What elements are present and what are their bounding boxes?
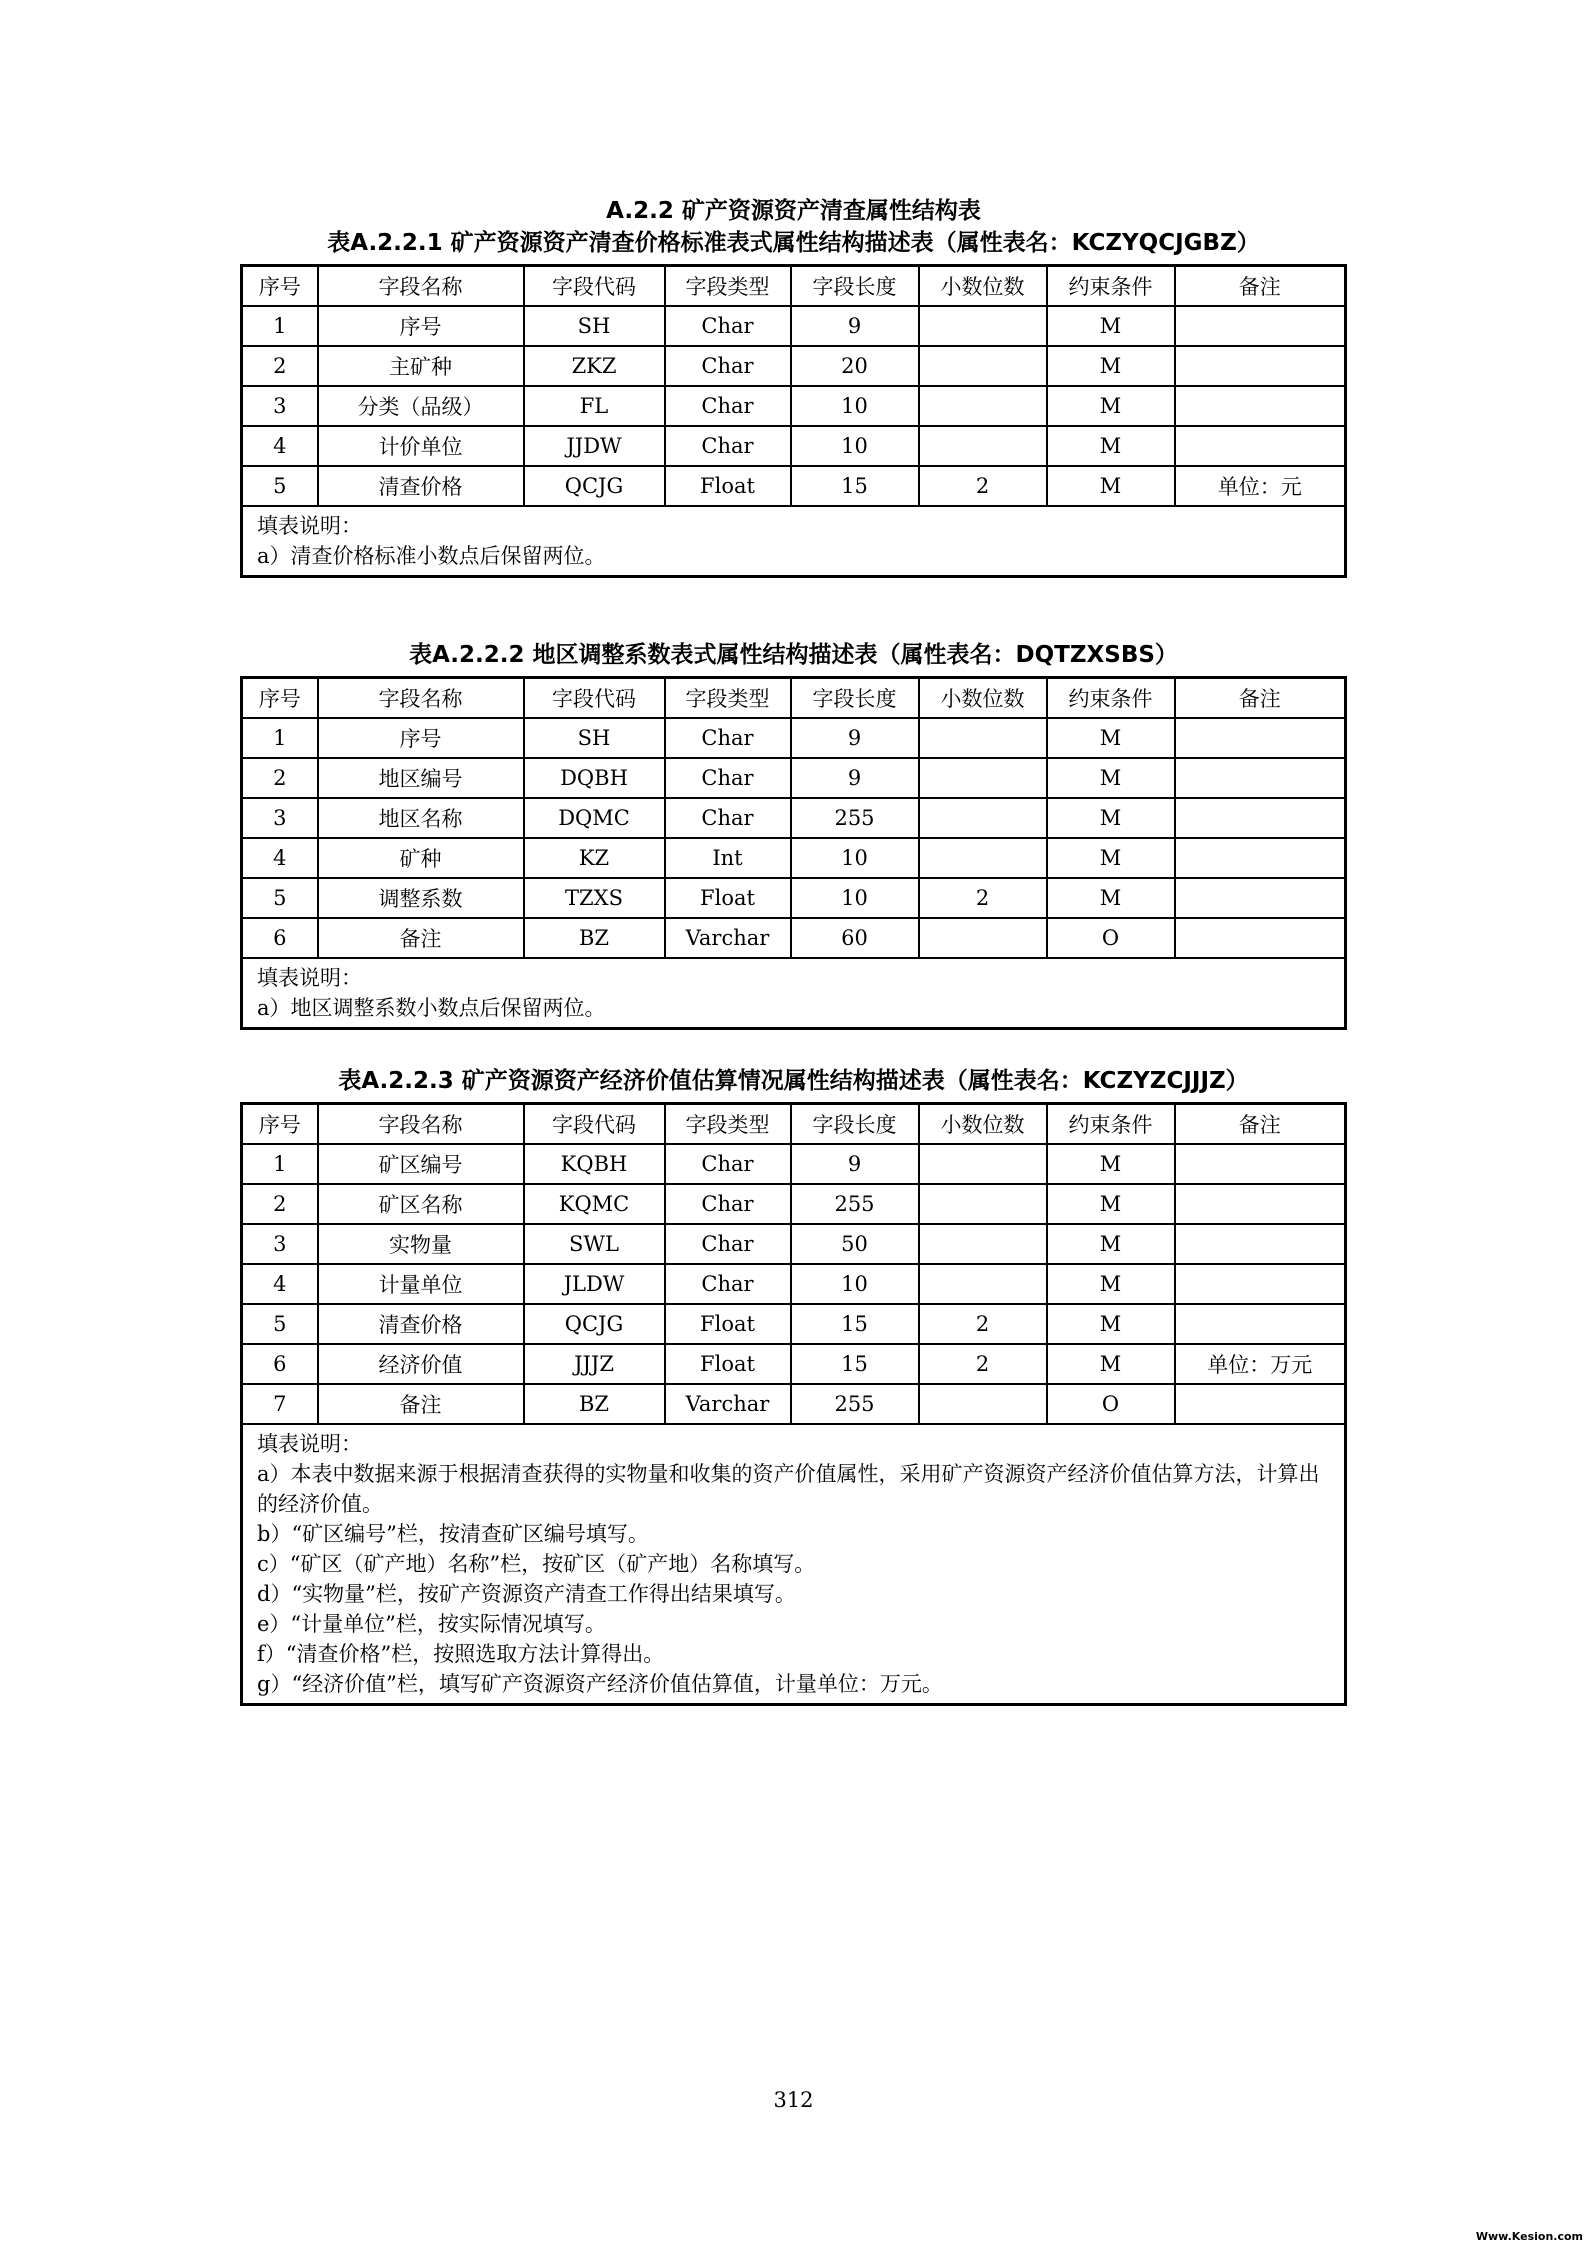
table-cell: Char [665,426,791,466]
note-line: b）“矿区编号”栏，按清查矿区编号填写。 [257,1522,649,1546]
table-cell: 9 [791,306,919,346]
table-cell: M [1047,426,1175,466]
table-cell: 1 [242,306,318,346]
header-cell: 备注 [1175,678,1346,719]
note-line: g）“经济价值”栏，填写矿产资源资产经济价值估算值，计量单位：万元。 [257,1672,943,1696]
table-cell: Float [665,1304,791,1344]
table-cell: Char [665,1144,791,1184]
section-title: A.2.2 矿产资源资产清查属性结构表 [606,198,981,224]
table-cell: ZKZ [524,346,665,386]
table-cell: 2 [919,878,1047,918]
attribute-table [240,676,1347,1030]
table-cell: 备注 [318,918,524,958]
table-cell [919,798,1047,838]
table-cell: Char [665,1224,791,1264]
header-row [242,678,1346,719]
table-cell [919,1384,1047,1424]
table-cell: 3 [242,798,318,838]
table-cell: Char [665,306,791,346]
table-cell: DQBH [524,758,665,798]
notes-row [242,958,1346,1029]
header-row [242,1104,1346,1145]
table-cell: M [1047,1184,1175,1224]
header-cell: 字段名称 [318,266,524,307]
table-cell: 调整系数 [318,878,524,918]
table-cell: O [1047,1384,1175,1424]
table-caption: 表A.2.2.2 地区调整系数表式属性结构描述表（属性表名：DQTZXSBS） [409,642,1178,668]
table-row [242,1144,1346,1184]
notes-row [242,1424,1346,1705]
table-row [242,1184,1346,1224]
table-row [242,878,1346,918]
note-line: 填表说明： [257,1432,362,1456]
table-cell: 地区名称 [318,798,524,838]
table-cell: 矿区名称 [318,1184,524,1224]
table-cell: DQMC [524,798,665,838]
table-cell: O [1047,918,1175,958]
table-cell: 255 [791,1184,919,1224]
table-cell: Varchar [665,1384,791,1424]
header-cell: 字段名称 [318,1104,524,1145]
table-cell: FL [524,386,665,426]
table-cell: M [1047,878,1175,918]
table-cell: M [1047,838,1175,878]
table-cell: 15 [791,1304,919,1344]
header-cell: 字段名称 [318,678,524,719]
table-cell: 10 [791,1264,919,1304]
table-cell: 4 [242,838,318,878]
table-row [242,426,1346,466]
header-cell: 小数位数 [919,266,1047,307]
table-cell [1175,1184,1346,1224]
table-caption: 表A.2.2.1 矿产资源资产清查价格标准表式属性结构描述表（属性表名：KCZYQCJGBZ） [327,230,1260,256]
table-cell: M [1047,306,1175,346]
table-cell: M [1047,466,1175,506]
table-cell: 255 [791,798,919,838]
table-cell: 2 [919,1344,1047,1384]
table-row [242,386,1346,426]
table-row [242,466,1346,506]
table-cell: 备注 [318,1384,524,1424]
table-cell: 6 [242,1344,318,1384]
table-cell: 分类（品级） [318,386,524,426]
table-cell: QCJG [524,466,665,506]
header-cell: 字段长度 [791,266,919,307]
header-cell: 备注 [1175,266,1346,307]
table-cell: 50 [791,1224,919,1264]
table-cell: TZXS [524,878,665,918]
table-cell: Float [665,878,791,918]
header-cell: 备注 [1175,1104,1346,1145]
table-cell [919,838,1047,878]
header-cell: 字段长度 [791,678,919,719]
table-cell: 5 [242,466,318,506]
table-cell: Int [665,838,791,878]
table-cell: QCJG [524,1304,665,1344]
header-cell: 字段类型 [665,678,791,719]
table-cell [1175,1224,1346,1264]
table-row [242,758,1346,798]
table-cell: Float [665,466,791,506]
table-cell: KZ [524,838,665,878]
table-cell: M [1047,758,1175,798]
table-cell [919,718,1047,758]
table-cell: 10 [791,386,919,426]
header-cell: 字段代码 [524,266,665,307]
table-cell: 计价单位 [318,426,524,466]
table-cell: 清查价格 [318,466,524,506]
attribute-table [240,264,1347,578]
header-cell: 小数位数 [919,678,1047,719]
table-cell: 单位：万元 [1175,1344,1346,1384]
table-cell: 5 [242,878,318,918]
header-cell: 字段代码 [524,678,665,719]
table-cell: SH [524,306,665,346]
table-cell: M [1047,1224,1175,1264]
table-cell: Char [665,386,791,426]
table-cell: 主矿种 [318,346,524,386]
table-cell: 10 [791,838,919,878]
notes-row [242,506,1346,577]
table-cell: M [1047,1264,1175,1304]
note-line: 填表说明： [257,966,362,990]
table-cell: JJDW [524,426,665,466]
table-cell: M [1047,346,1175,386]
table-row [242,346,1346,386]
table-cell: 矿区编号 [318,1144,524,1184]
header-cell: 约束条件 [1047,266,1175,307]
note-line: a）地区调整系数小数点后保留两位。 [257,996,606,1020]
table-cell: JJJZ [524,1344,665,1384]
table-cell [919,1184,1047,1224]
table-cell: SWL [524,1224,665,1264]
table-cell: 清查价格 [318,1304,524,1344]
table-cell: Char [665,758,791,798]
table-cell: 255 [791,1384,919,1424]
table-cell: Char [665,346,791,386]
table-row [242,1224,1346,1264]
note-line: e）“计量单位”栏，按实际情况填写。 [257,1612,606,1636]
table-row [242,1344,1346,1384]
table-cell: BZ [524,1384,665,1424]
table-row [242,918,1346,958]
table-cell: 2 [919,1304,1047,1344]
table-row [242,306,1346,346]
header-cell: 字段类型 [665,266,791,307]
table-cell [919,758,1047,798]
table-cell [1175,1384,1346,1424]
table-cell [919,1224,1047,1264]
table-cell: 1 [242,718,318,758]
header-cell: 序号 [242,678,318,719]
table-cell: 9 [791,1144,919,1184]
table-caption: 表A.2.2.3 矿产资源资产经济价值估算情况属性结构描述表（属性表名：KCZYZCJJJZ） [338,1068,1249,1094]
header-cell: 字段类型 [665,1104,791,1145]
table-cell: 5 [242,1304,318,1344]
table-row [242,798,1346,838]
table-cell [1175,798,1346,838]
fill-instructions [242,1424,1346,1705]
table-row [242,1264,1346,1304]
table-cell [1175,1264,1346,1304]
table-cell [919,426,1047,466]
table-cell [1175,718,1346,758]
note-line: a）本表中数据来源于根据清查获得的实物量和收集的资产价值属性，采用矿产资源资产经济价值估算方法，计算出的经济价值。 [257,1462,1320,1516]
table-cell [1175,306,1346,346]
table-cell [919,1264,1047,1304]
table-cell: 20 [791,346,919,386]
table-cell: M [1047,798,1175,838]
table-row [242,1304,1346,1344]
table-cell: 3 [242,1224,318,1264]
table-cell: M [1047,718,1175,758]
table-cell: M [1047,1344,1175,1384]
table-cell: Varchar [665,918,791,958]
table-cell: 地区编号 [318,758,524,798]
table-cell: JLDW [524,1264,665,1304]
header-cell: 约束条件 [1047,678,1175,719]
table-cell: 7 [242,1384,318,1424]
table-cell: M [1047,1304,1175,1344]
table-cell [919,386,1047,426]
table-cell: Char [665,798,791,838]
table-cell: Char [665,1184,791,1224]
table-cell: 2 [242,346,318,386]
table-cell [1175,878,1346,918]
table-cell: KQBH [524,1144,665,1184]
note-line: 填表说明： [257,514,362,538]
table-cell [1175,838,1346,878]
header-cell: 约束条件 [1047,1104,1175,1145]
table-cell: 序号 [318,306,524,346]
table-cell [1175,758,1346,798]
table-cell [919,346,1047,386]
table-cell: 10 [791,426,919,466]
table-cell: Char [665,718,791,758]
table-cell: M [1047,1144,1175,1184]
table-cell: 经济价值 [318,1344,524,1384]
table-cell [1175,426,1346,466]
table-cell [1175,1144,1346,1184]
header-row [242,266,1346,307]
page-number: 312 [773,2088,814,2112]
table-cell: 15 [791,1344,919,1384]
table-cell: 9 [791,758,919,798]
table-cell: 60 [791,918,919,958]
table-cell: 3 [242,386,318,426]
table-cell: 实物量 [318,1224,524,1264]
header-cell: 序号 [242,1104,318,1145]
table-cell: SH [524,718,665,758]
table-cell: 1 [242,1144,318,1184]
table-cell [919,918,1047,958]
header-cell: 字段代码 [524,1104,665,1145]
header-cell: 序号 [242,266,318,307]
table-cell: 单位：元 [1175,466,1346,506]
table-cell: 4 [242,1264,318,1304]
table-cell: 计量单位 [318,1264,524,1304]
table-row [242,838,1346,878]
note-line: d）“实物量”栏，按矿产资源资产清查工作得出结果填写。 [257,1582,796,1606]
note-line: a）清查价格标准小数点后保留两位。 [257,544,606,568]
table-cell: Char [665,1264,791,1304]
table-cell: 15 [791,466,919,506]
header-cell: 字段长度 [791,1104,919,1145]
table-row [242,1384,1346,1424]
table-cell: 4 [242,426,318,466]
table-cell: 序号 [318,718,524,758]
watermark: Www.Kesion.com [1475,2230,1583,2243]
table-cell: 矿种 [318,838,524,878]
table-cell [919,1144,1047,1184]
table-cell [1175,918,1346,958]
note-line: f）“清查价格”栏，按照选取方法计算得出。 [257,1642,665,1666]
table-cell: 6 [242,918,318,958]
fill-instructions [242,506,1346,577]
table-cell: 2 [919,466,1047,506]
table-cell: BZ [524,918,665,958]
fill-instructions [242,958,1346,1029]
table-cell: 9 [791,718,919,758]
table-cell [1175,346,1346,386]
attribute-table [240,1102,1347,1706]
table-cell: Float [665,1344,791,1384]
table-cell [1175,386,1346,426]
header-cell: 小数位数 [919,1104,1047,1145]
table-cell: 2 [242,758,318,798]
table-cell [1175,1304,1346,1344]
table-row [242,718,1346,758]
table-cell: KQMC [524,1184,665,1224]
table-cell: 10 [791,878,919,918]
table-cell: 2 [242,1184,318,1224]
note-line: c）“矿区（矿产地）名称”栏，按矿区（矿产地）名称填写。 [257,1552,816,1576]
table-cell: M [1047,386,1175,426]
table-cell [919,306,1047,346]
